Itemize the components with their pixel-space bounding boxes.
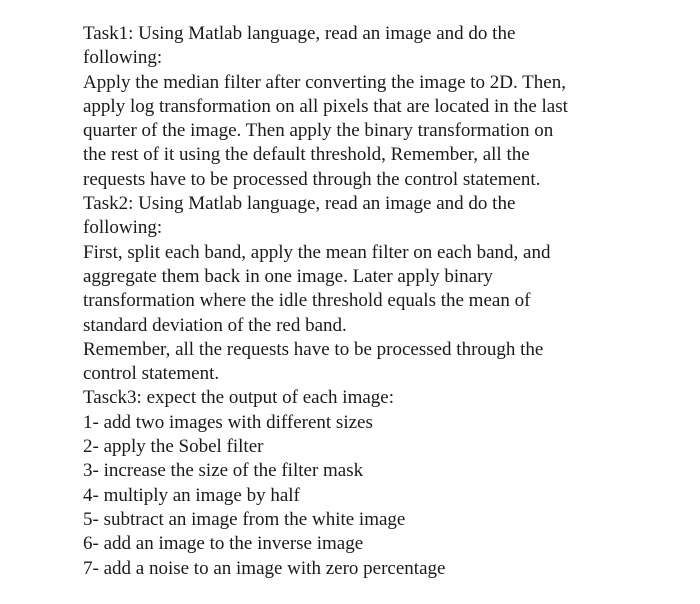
task3-item-4: 4- multiply an image by half (83, 484, 300, 506)
task3-item-2: 2- apply the Sobel filter (83, 436, 264, 458)
task2-reminder-line-2: control statement. (83, 363, 220, 385)
task2-body-line-3: transformation where the idle threshold equals the mean of (83, 290, 531, 312)
task2-body-line-2: aggregate them back in one image. Later apply binary (83, 265, 493, 287)
task3-item-6: 6- add an image to the inverse image (83, 533, 364, 555)
task2-body-line-4: standard deviation of the red band. (83, 314, 347, 336)
task1-heading-continuation: following: (83, 47, 163, 69)
task3-heading-line: Tasck3: expect the output of each image: (83, 387, 394, 409)
task1-body-line-1: Apply the median filter after converting the image to 2D. Then, (83, 71, 566, 93)
task1-heading-line: Task1: Using Matlab language, read an image and do the (83, 23, 516, 44)
task1-body-line-4: the rest of it using the default threshold, Remember, all the (83, 144, 530, 166)
task3-item-1: 1- add two images with different sizes (83, 411, 373, 433)
task3-item-5: 5- subtract an image from the white image (83, 508, 406, 530)
task2-reminder-line-1: Remember, all the requests have to be processed through the (83, 338, 544, 360)
document-text (83, 22, 683, 581)
task2-heading-continuation: following: (83, 217, 163, 239)
task3-item-3: 3- increase the size of the filter mask (83, 460, 364, 482)
task1-body-line-2: apply log transformation on all pixels that are located in the last (83, 95, 568, 117)
task1-body-line-3: quarter of the image. Then apply the binary transformation on (83, 120, 554, 142)
task2-heading-line: Task2: Using Matlab language, read an image and do the (83, 193, 516, 215)
task2-body-line-1: First, split each band, apply the mean filter on each band, and (83, 241, 551, 263)
task3-item-7: 7- add a noise to an image with zero percentage (83, 557, 446, 579)
task1-body-line-5: requests have to be processed through the control statement. (83, 168, 541, 190)
